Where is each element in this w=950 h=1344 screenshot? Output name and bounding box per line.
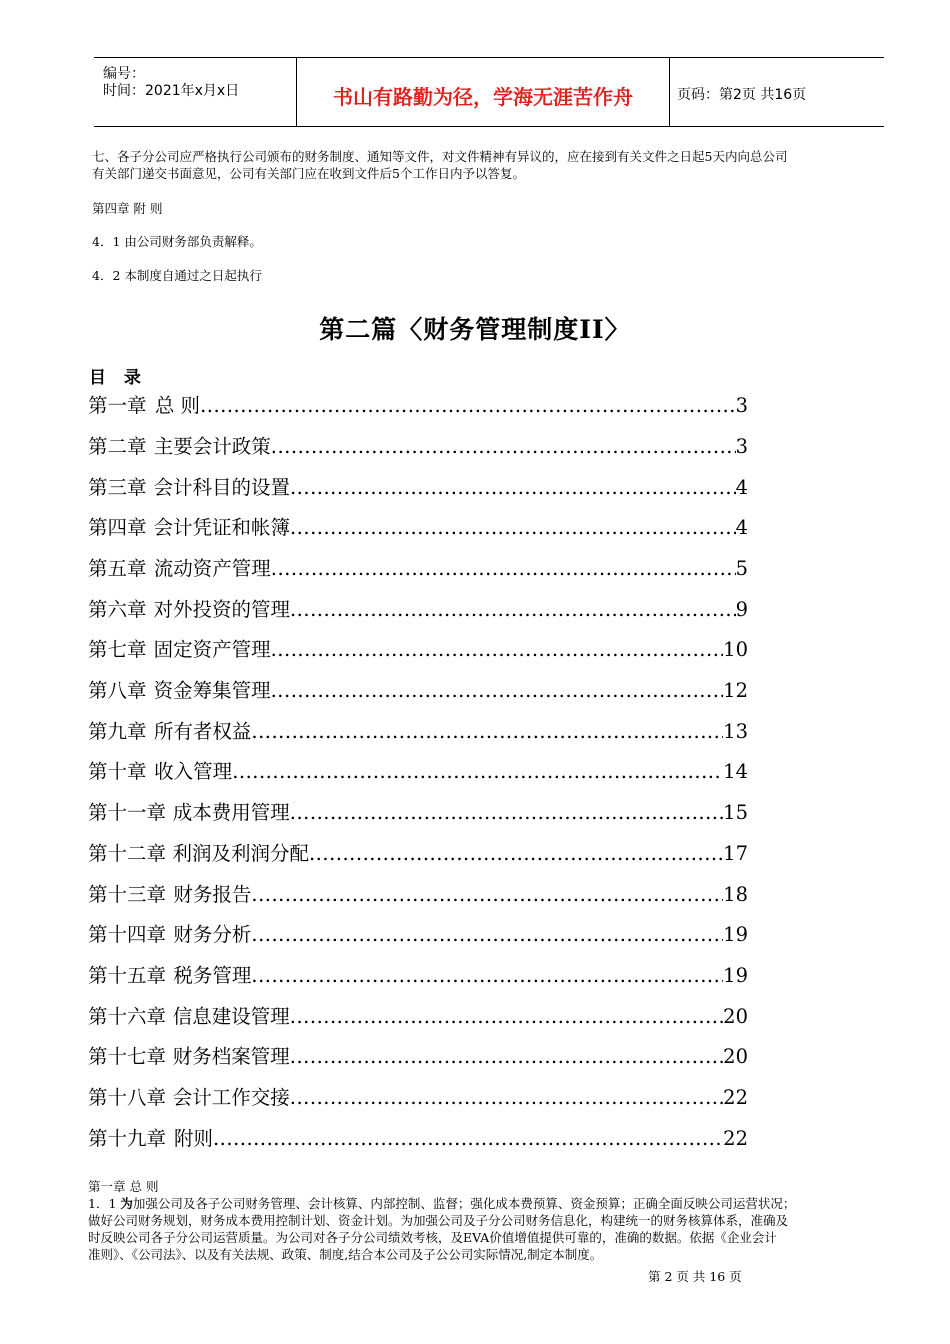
toc-entry[interactable] — [88, 594, 748, 620]
toc-entry[interactable] — [88, 390, 748, 416]
toc-entry[interactable] — [88, 1001, 748, 1027]
header-page-code: 页码：第2页 共16页 — [677, 87, 807, 103]
toc-chapter: 第二章 — [88, 435, 147, 458]
toc-chapter: 第十四章 — [88, 923, 167, 946]
toc-entry[interactable] — [88, 756, 748, 782]
toc-title: 成本费用管理 — [172, 801, 290, 824]
toc-title: 所有者权益 — [153, 720, 252, 743]
toc-title: 流动资产管理 — [153, 557, 271, 580]
chapter-1-line-1 — [88, 1195, 795, 1212]
toc-page-number: 22 — [723, 1086, 748, 1109]
toc-entry[interactable] — [88, 512, 748, 538]
toc-page-number: 20 — [723, 1045, 748, 1068]
toc-chapter: 第一章 — [88, 394, 147, 417]
toc-title: 会计凭证和帐簿 — [153, 516, 290, 539]
intro-line-1: 七、各子分公司应严格执行公司颁布的财务制度、通知等文件，对文件精神有异议的，应在接到有关文件之日起5天内向总公司 — [92, 149, 788, 164]
toc-page-number: 4 — [735, 476, 748, 499]
clause-text: 加强公司及各子公司财务管理、会计核算、内部控制、监督；强化成本费预算、资金预算；正确全面反映公司运营状况； — [132, 1196, 796, 1211]
toc-chapter: 第十七章 — [88, 1045, 167, 1068]
toc-page-number: 5 — [735, 557, 748, 580]
toc-page-number: 13 — [723, 720, 748, 743]
page-footer: 第 2 页 共 16 页 — [648, 1269, 742, 1284]
toc-chapter: 第六章 — [88, 598, 147, 621]
chapter-1-heading: 第一章 总 则 — [88, 1179, 159, 1194]
toc-leader-dots — [271, 638, 724, 661]
toc-title: 总 则 — [154, 394, 201, 417]
section-title: 第二篇〈财务管理制度II〉 — [319, 315, 631, 344]
toc-leader-dots — [290, 1086, 723, 1109]
clause-bold-word: 为 — [120, 1196, 133, 1211]
toc-title: 附则 — [173, 1127, 213, 1150]
item-4-2: 4．2 本制度自通过之日起执行 — [92, 268, 262, 283]
toc-chapter: 第八章 — [88, 679, 147, 702]
toc-entry[interactable] — [88, 716, 748, 742]
toc-leader-dots — [251, 923, 723, 946]
toc-chapter: 第十八章 — [88, 1086, 167, 1109]
toc-entry[interactable] — [88, 431, 748, 457]
toc-leader-dots — [271, 679, 724, 702]
toc-page-number: 3 — [735, 394, 748, 417]
toc-title: 财务报告 — [173, 883, 252, 906]
toc-leader-dots — [290, 516, 736, 539]
clause-number: 1．1 — [88, 1196, 117, 1211]
header-motto-cell — [297, 58, 670, 126]
toc-leader-dots — [232, 760, 723, 783]
toc-title: 财务档案管理 — [172, 1045, 290, 1068]
toc-entry[interactable] — [88, 634, 748, 660]
toc-chapter: 第十五章 — [88, 964, 167, 987]
header-motto: 书山有路勤为径，学海无涯苦作舟 — [333, 85, 633, 109]
toc-title: 会计科目的设置 — [153, 476, 290, 499]
chapter-1-line-3: 时反映公司各子分公司运营质量。为公司对各子分公司绩效考核，及EVA价值增值提供可靠的，准确的数据。依据《企业会计 — [88, 1230, 777, 1245]
chapter-4-heading: 第四章 附 则 — [92, 201, 163, 216]
toc-chapter: 第十章 — [88, 760, 147, 783]
toc-title: 资金筹集管理 — [153, 679, 271, 702]
intro-line-2: 有关部门递交书面意见，公司有关部门应在收到文件后5个工作日内予以答复。 — [92, 166, 525, 181]
toc-leader-dots — [271, 557, 736, 580]
toc-chapter: 第十一章 — [88, 801, 167, 824]
time-label: 时间：2021年x月x日 — [103, 83, 240, 99]
toc-page-number: 9 — [735, 598, 748, 621]
toc-title: 主要会计政策 — [153, 435, 271, 458]
toc-leader-dots — [213, 1127, 723, 1150]
toc-page-number: 18 — [723, 883, 748, 906]
toc-page-number: 4 — [735, 516, 748, 539]
toc-chapter: 第四章 — [88, 516, 147, 539]
item-4-1: 4．1 由公司财务部负责解释。 — [92, 234, 262, 249]
toc-leader-dots — [251, 883, 723, 906]
toc-leader-dots — [251, 964, 723, 987]
toc-entry[interactable] — [88, 675, 748, 701]
toc-entry[interactable] — [88, 1041, 748, 1067]
toc-title: 会计工作交接 — [172, 1086, 290, 1109]
toc-title: 信息建设管理 — [172, 1005, 290, 1028]
toc-title: 固定资产管理 — [153, 638, 271, 661]
toc-entry[interactable] — [88, 838, 748, 864]
header-page-cell — [670, 58, 884, 126]
toc-title: 对外投资的管理 — [153, 598, 290, 621]
toc-page-number: 12 — [723, 679, 748, 702]
toc-chapter: 第十九章 — [88, 1127, 167, 1150]
toc-leader-dots — [309, 842, 723, 865]
toc-chapter: 第七章 — [88, 638, 147, 661]
toc-page-number: 15 — [723, 801, 748, 824]
toc-page-number: 14 — [723, 760, 748, 783]
toc-entry[interactable] — [88, 879, 748, 905]
toc-leader-dots — [200, 394, 736, 417]
toc-entry[interactable] — [88, 1082, 748, 1108]
toc-leader-dots — [290, 476, 736, 499]
toc-page-number: 19 — [723, 964, 748, 987]
header-meta-cell — [94, 58, 297, 126]
toc-leader-dots — [271, 435, 736, 458]
toc-title: 财务分析 — [173, 923, 252, 946]
toc-entry[interactable] — [88, 1123, 748, 1149]
chapter-1-line-4: 准则》、《公司法》、以及有关法规、政策、制度,结合本公司及子公公司实际情况,制定本制度。 — [88, 1247, 603, 1262]
toc-page-number: 20 — [723, 1005, 748, 1028]
toc-leader-dots — [290, 801, 723, 824]
toc-page-number: 10 — [723, 638, 748, 661]
toc-leader-dots — [290, 1005, 723, 1028]
toc-title: 税务管理 — [173, 964, 252, 987]
toc-leader-dots — [290, 598, 736, 621]
toc-title: 收入管理 — [154, 760, 233, 783]
toc-page-number: 3 — [735, 435, 748, 458]
toc-entry[interactable] — [88, 553, 748, 579]
toc-leader-dots — [290, 1045, 723, 1068]
toc-chapter: 第十六章 — [88, 1005, 167, 1028]
toc-page-number: 17 — [723, 842, 748, 865]
toc-chapter: 第十二章 — [88, 842, 167, 865]
toc-chapter: 第十三章 — [88, 883, 167, 906]
toc-chapter: 第三章 — [88, 476, 147, 499]
toc-title: 利润及利润分配 — [172, 842, 309, 865]
toc-page-number: 22 — [723, 1127, 748, 1150]
toc-entry[interactable] — [88, 472, 748, 498]
toc-chapter: 第五章 — [88, 557, 147, 580]
toc-leader-dots — [251, 720, 723, 743]
number-label: 编号： — [103, 66, 145, 82]
toc-page-number: 19 — [723, 923, 748, 946]
toc-heading: 目 录 — [89, 368, 147, 388]
chapter-1-line-2: 做好公司财务规划，财务成本费用控制计划、资金计划。为加强公司及子分公司财务信息化，构建统一的财务核算体系，准确及 — [88, 1213, 789, 1228]
toc-entry[interactable] — [88, 797, 748, 823]
page-header — [94, 57, 884, 127]
toc-entry[interactable] — [88, 960, 748, 986]
toc-chapter: 第九章 — [88, 720, 147, 743]
toc-entry[interactable] — [88, 919, 748, 945]
